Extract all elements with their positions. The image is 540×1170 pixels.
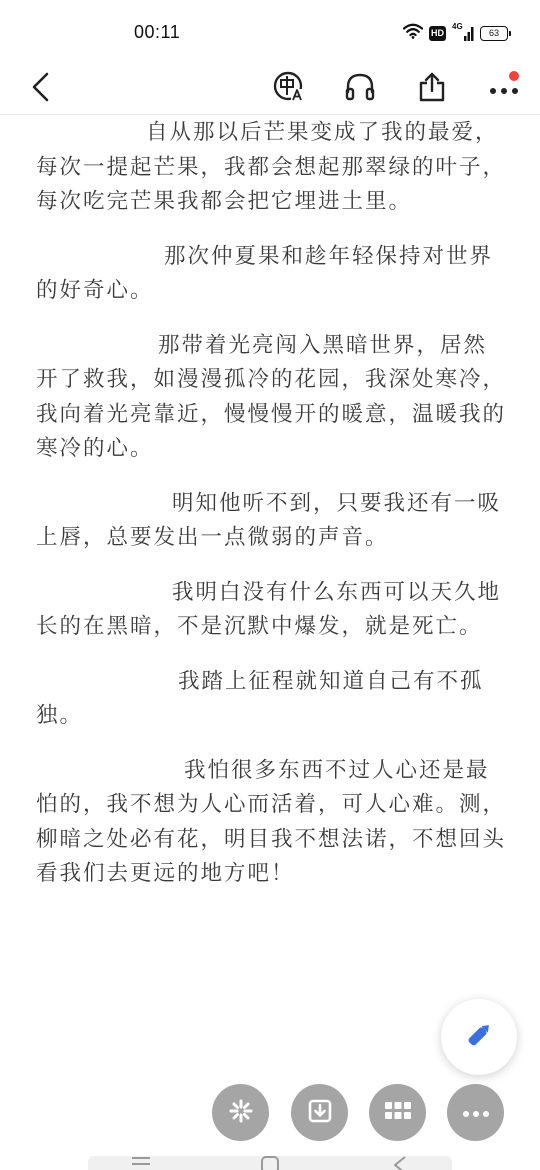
headphones-icon <box>344 72 376 106</box>
paragraph-1: 自从那以后芒果变成了我的最爱，每次一提起芒果，我都会想起那翠绿的叶子，每次吃完芒果我都会把它埋进土里。 <box>36 120 506 214</box>
listen-button[interactable] <box>337 66 383 112</box>
sparkle-button[interactable] <box>212 1084 269 1141</box>
menu-nav-icon[interactable] <box>130 1152 152 1170</box>
translate-icon <box>272 70 306 108</box>
back-icon <box>30 71 52 107</box>
back-nav-icon[interactable] <box>389 1152 411 1170</box>
network-type-label: 4G <box>452 22 463 31</box>
notification-dot <box>509 71 519 81</box>
download-icon <box>306 1097 334 1129</box>
sparkle-icon <box>227 1097 255 1129</box>
paragraph-6: 我踏上征程就知道自己有不孤独。 <box>36 668 484 728</box>
download-button[interactable] <box>291 1084 348 1141</box>
cellular-signal-icon <box>452 24 474 42</box>
status-time: 00:11 <box>134 22 181 42</box>
paragraph-7: 我怕很多东西不过人心还是最怕的，我不想为人心而活着，可人心难。测，柳暗之处必有花，明目我不想法诺，不想回头看我们去更远的地方吧！ <box>36 757 506 886</box>
translate-button[interactable] <box>266 66 312 112</box>
paragraph-5: 我明白没有什么东西可以天久地长的在黑暗，不是沉默中爆发，就是死亡。 <box>36 579 502 639</box>
pencil-icon <box>463 1019 495 1055</box>
article-body <box>36 116 506 1046</box>
grid-icon <box>384 1100 412 1126</box>
back-button[interactable] <box>18 66 64 112</box>
share-button[interactable] <box>409 66 455 112</box>
wifi-icon <box>403 23 423 43</box>
grid-button[interactable] <box>369 1084 426 1141</box>
status-bar <box>0 0 540 64</box>
paragraph-2: 那次仲夏果和趁年轻保持对世界的好奇心。 <box>36 243 494 303</box>
paragraph-4: 明知他听不到，只要我还有一吸上唇，总要发出一点微弱的声音。 <box>36 490 502 550</box>
share-icon <box>418 71 446 107</box>
more-icon <box>462 1103 490 1122</box>
status-icons <box>403 22 508 44</box>
more-icon <box>489 80 519 99</box>
bottom-more-button[interactable] <box>447 1084 504 1141</box>
battery-icon: 63 <box>480 26 508 41</box>
more-options-button[interactable] <box>481 66 527 112</box>
hd-icon: HD <box>429 26 446 41</box>
reader-toolbar <box>0 64 540 115</box>
home-nav-icon[interactable] <box>259 1152 281 1170</box>
paragraph-3: 那带着光亮闯入黑暗世界，居然开了救我，如漫漫孤冷的花园，我深处寒冷，我向着光亮靠近，慢慢慢开的暖意，温暖我的寒冷的心。 <box>36 332 506 461</box>
edit-button[interactable] <box>441 999 517 1075</box>
